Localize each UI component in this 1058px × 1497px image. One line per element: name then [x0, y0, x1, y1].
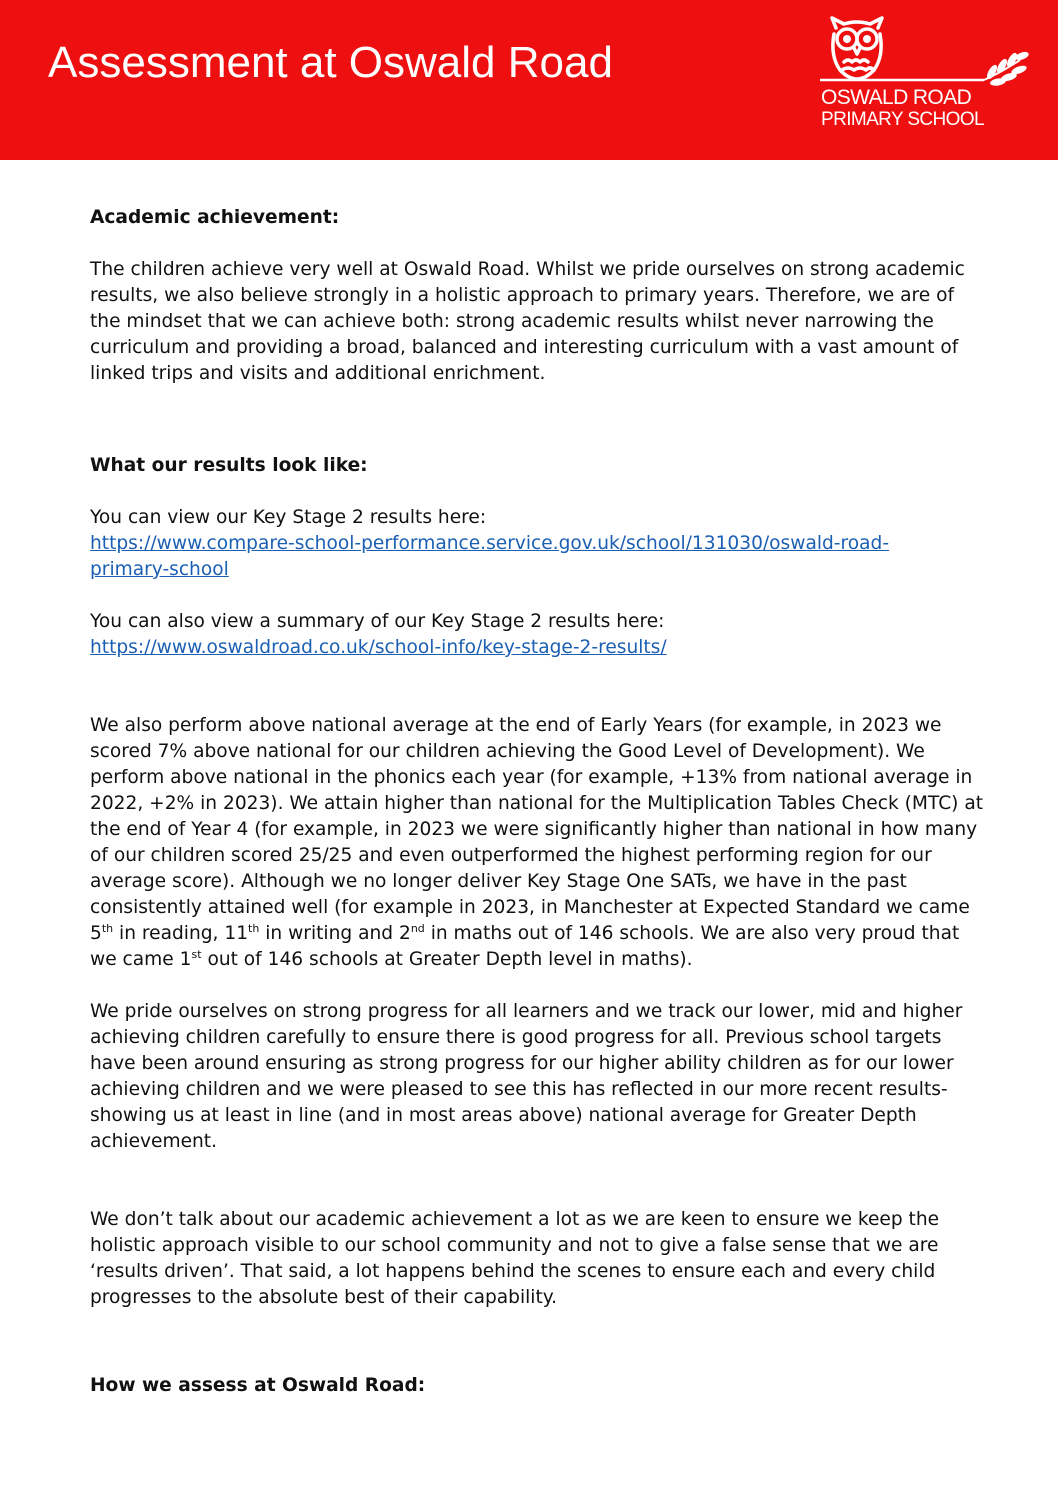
performance-text-d: in maths out of 146 schools. We are also very proud that we came [90, 923, 960, 970]
school-logo [812, 14, 1032, 139]
logo-text-line2: PRIMARY SCHOOL [821, 109, 984, 130]
performance-text-a: We also perform above national average at the end of Early Years (for example, in 2023 we scored 7% above national for our children achieving the Good Level of Development). We perform above national in the phonics each year (for example, +13% from national average in 2022, +2% in 2023). We attain higher than national for the Multiplication Tables Check (MTC) at the end of Year 4 (for example, in 2023 we were significantly higher than national in how many of our children scored 25/25 and even outperformed the highest performing region for our average score). Although we no longer deliver Key Stage One SATs, we have in the past consistently attained well (for example in 2023, in Manchester at Expected Standard we came [90, 715, 984, 918]
section-heading-academic: Academic achievement: [90, 207, 340, 228]
section-heading-results: What our results look like: [90, 455, 368, 476]
rank-writing-suffix: th [248, 921, 260, 935]
ks2-results-intro: You can view our Key Stage 2 results here: [90, 507, 487, 528]
rank-writing: 11 [224, 923, 249, 944]
rank-greater-depth: 1 [179, 949, 192, 970]
ks2-results-link-line2[interactable]: primary-school [90, 559, 229, 580]
ks2-summary-link[interactable]: https://www.oswaldroad.co.uk/school-info/key-stage-2-results/ [90, 637, 667, 658]
performance-text-e: out of 146 schools at Greater Depth level in maths). [201, 949, 693, 970]
performance-text-c: in writing and [259, 923, 399, 944]
paragraph-performance [90, 713, 990, 973]
paragraph-academic: The children achieve very well at Oswald Road. Whilst we pride ourselves on strong academic results, we also believe strongly in a holistic approach to primary years. Therefore, we are of the mindset that we can achieve both: strong academic results whilst never narrowing the curriculum and providing a broad, balanced and interesting curriculum with a vast amount of linked trips and visits and additional enrichment. [90, 259, 965, 384]
rank-reading-suffix: th [101, 921, 114, 935]
document-body [90, 205, 990, 1399]
ks2-results-link-line1[interactable]: https://www.compare-school-performance.service.gov.uk/school/131030/oswald-road- [90, 533, 890, 554]
performance-text-b: in reading, [113, 923, 225, 944]
page-title: Assessment at Oswald Road [48, 38, 613, 87]
paragraph-progress: We pride ourselves on strong progress for all learners and we track our lower, mid and higher achieving children carefully to ensure there is good progress for all. Previous school targets have been around ensuring as strong progress for our higher ability children as for our lower achieving children and we were pleased to see this has reflected in our more recent results- showing us at least in line (and in most areas above) national average for Greater Depth achievement. [90, 1001, 963, 1152]
ks2-summary-intro: You can also view a summary of our Key Stage 2 results here: [90, 611, 665, 632]
paragraph-holistic: We don’t talk about our academic achievement a lot as we are keen to ensure we keep the holistic approach visible to our school community and not to give a false sense that we are ‘results driven’. That said, a lot happens behind the scenes to ensure each and every child progresses to the absolute best of their capability. [90, 1209, 940, 1308]
page-header [0, 0, 1058, 160]
rank-maths-suffix: nd [410, 921, 425, 935]
section-heading-assess: How we assess at Oswald Road: [90, 1375, 426, 1396]
ks2-results-link[interactable] [90, 531, 990, 583]
logo-text-line1: OSWALD ROAD [821, 86, 972, 109]
rank-maths: 2 [398, 923, 411, 944]
rank-greater-depth-suffix: st [191, 947, 202, 961]
rank-reading: 5 [90, 923, 102, 944]
